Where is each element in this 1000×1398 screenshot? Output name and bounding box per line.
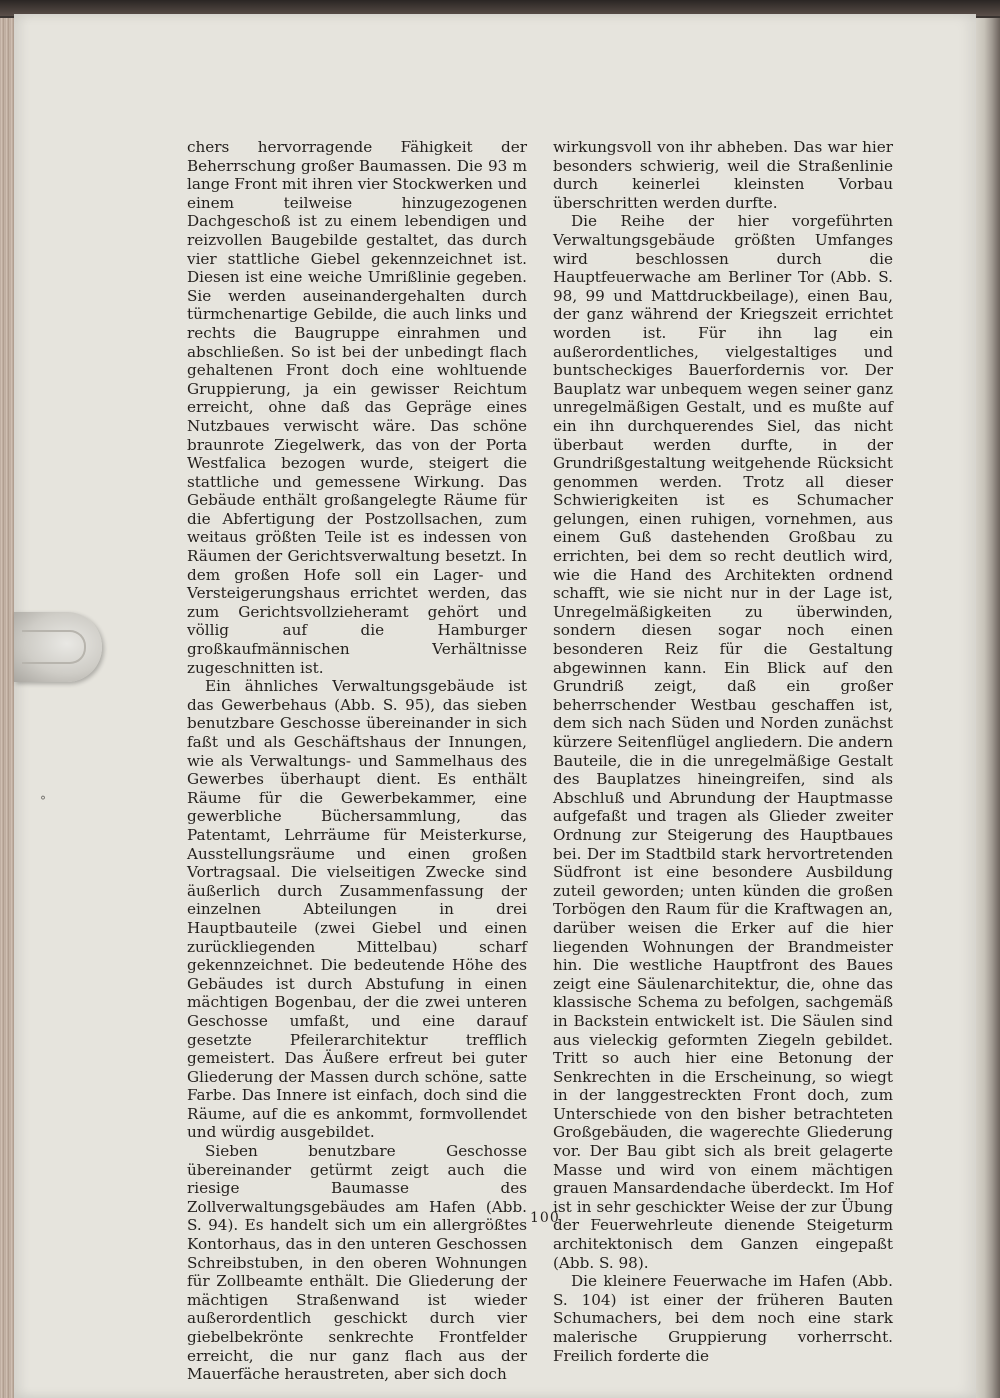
- right-column: [553, 138, 893, 1365]
- left-column: [187, 138, 527, 1384]
- page-stack-right: [974, 18, 1000, 1398]
- right-paragraph-1: wirkungsvoll von ihr abheben. Das war hier besonders schwierig, weil die Straßenlinie durch keinerlei kleinsten Vorbau überschritten werden durfte.: [553, 138, 893, 212]
- page-number: 100: [530, 1210, 560, 1226]
- right-paragraph-3: Die kleinere Feuerwache im Hafen (Abb. S. 104) ist einer der früheren Bauten Schumachers, bei dem noch eine stark malerische Gruppierung vorherrscht. Freilich forderte die: [553, 1272, 893, 1365]
- page-speck: °: [40, 794, 46, 808]
- left-paragraph-1: chers hervorragende Fähigkeit der Beherrschung großer Baumassen. Die 93 m lange Front mit ihren vier Stockwerken und einem teilweise hinzugezogenen Dachgeschoß ist zu einem lebendigen und reizvollen Baugebilde gestaltet, das durch vier stattliche Giebel gekennzeichnet ist. Diesen ist eine weiche Umrißlinie gegeben. Sie werden auseinandergehalten durch türmchenartige Gebilde, die auch links und rechts die Baugruppe einrahmen und abschließen. So ist bei der unbedingt flach gehaltenen Front doch eine wohltuende Gruppierung, ja ein gewisser Reichtum erreicht, ohne daß das Gepräge eines Nutzbaues verwischt wäre. Das schöne braunrote Ziegelwerk, das von der Porta Westfalica bezogen wurde, steigert die stattliche und gemessene Wirkung. Das Gebäude enthält großangelegte Räume für die Abfertigung der Postzollsachen, zum weitaus größten Teile ist es indessen von Räumen der Gerichtsverwaltung besetzt. In dem großen Hofe soll ein Lager- und Versteigerungshaus errichtet werden, das zum Gerichtsvollzieheramt gehört und völlig auf die Hamburger großkaufmännischen Verhältnisse zugeschnitten ist.: [187, 138, 527, 677]
- left-paragraph-2: Ein ähnliches Verwaltungsgebäude ist das Gewerbehaus (Abb. S. 95), das sieben benutzbare Geschosse übereinander in sich faßt und als Geschäftshaus der Innungen, wie als Verwaltungs- und Sammelhaus des Gewerbes überhaupt dient. Es enthält Räume für die Gewerbekammer, eine gewerbliche Büchersammlung, das Patentamt, Lehrräume für Meisterkurse, Ausstellungsräume und einen großen Vortragsaal. Die vielseitigen Zwecke sind äußerlich durch Zusammenfassung der einzelnen Abteilungen in drei Hauptbauteile (zwei Giebel und einen zurückliegenden Mittelbau) scharf gekennzeichnet. Die bedeutende Höhe des Gebäudes ist durch Abstufung in einen mächtigen Bogenbau, der die zwei unteren Geschosse umfaßt, und eine darauf gesetzte Pfeilerarchitektur trefflich gemeistert. Das Äußere erfreut bei guter Gliederung der Massen durch schöne, satte Farbe. Das Innere ist einfach, doch sind die Räume, auf die es ankommt, formvollendet und würdig ausgebildet.: [187, 677, 527, 1142]
- paper-clip: [14, 612, 102, 682]
- left-paragraph-3: Sieben benutzbare Geschosse übereinander getürmt zeigt auch die riesige Baumasse des Zollverwaltungsgebäudes am Hafen (Abb. S. 94). Es handelt sich um ein allergrößtes Kontorhaus, das in den unteren Geschossen Schreibstuben, in den oberen Wohnungen für Zollbeamte enthält. Die Gliederung der mächtigen Straßenwand ist wieder außerordentlich geschickt durch vier giebelbekrönte senkrechte Frontfelder erreicht, die nur ganz flach aus der Mauerfäche heraustreten, aber sich doch: [187, 1142, 527, 1384]
- right-paragraph-2: Die Reihe der hier vorgeführten Verwaltungsgebäude größten Umfanges wird beschlossen durch die Hauptfeuerwache am Berliner Tor (Abb. S. 98, 99 und Mattdruckbeilage), einen Bau, der ganz während der Kriegszeit errichtet worden ist. Für ihn lag ein außerordentliches, vielgestaltiges und buntscheckiges Bauerfordernis vor. Der Bauplatz war unbequem wegen seiner ganz unregelmäßigen Gestalt, und es mußte auf ein ihn durchquerendes Siel, das nicht überbaut werden durfte, in der Grundrißgestaltung weitgehende Rücksicht genommen werden. Trotz all dieser Schwierigkeiten ist es Schumacher gelungen, einen ruhigen, vornehmen, aus einem Guß dastehenden Großbau zu errichten, bei dem so recht deutlich wird, wie die Hand des Architekten ordnend schafft, wie sie nicht nur in der Lage ist, Unregelmäßigkeiten zu überwinden, sondern diesen sogar noch einen besonderen Reiz für die Gestaltung abgewinnen kann. Ein Blick auf den Grundriß zeigt, daß ein großer beherrschender Westbau geschaffen ist, dem sich nach Süden und Norden zunächst kürzere Seitenflügel angliedern. Die andern Bauteile, die in die unregelmäßige Gestalt des Bauplatzes hineingreifen, sind als Abschluß und Abrundung der Hauptmasse aufgefaßt und tragen als Glieder zweiter Ordnung zur Steigerung des Hauptbaues bei. Der im Stadtbild stark hervortretenden Südfront ist eine besondere Ausbildung zuteil geworden; unten künden die großen Torbögen den Raum für die Kraftwagen an, darüber weisen die Erker auf die hier liegenden Wohnungen der Brandmeister hin. Die westliche Hauptfront des Baues zeigt eine Säulenarchitektur, die, ohne das klassische Schema zu befolgen, sachgemäß in Backstein entwickelt ist. Die Säulen sind aus vieleckig geformten Ziegeln gebildet. Tritt so auch hier eine Betonung der Senkrechten in die Erscheinung, so wiegt in der langgestreckten Front doch, zum Unterschiede von den bisher betrachteten Großgebäuden, die wagerechte Gliederung vor. Der Bau gibt sich als breit gelagerte Masse und wird von einem mächtigen grauen Mansardendache überdeckt. Im Hof ist in sehr geschickter Weise der zur Übung der Feuerwehrleute dienende Steigeturm architektonisch dem Ganzen eingepaßt (Abb. S. 98).: [553, 212, 893, 1272]
